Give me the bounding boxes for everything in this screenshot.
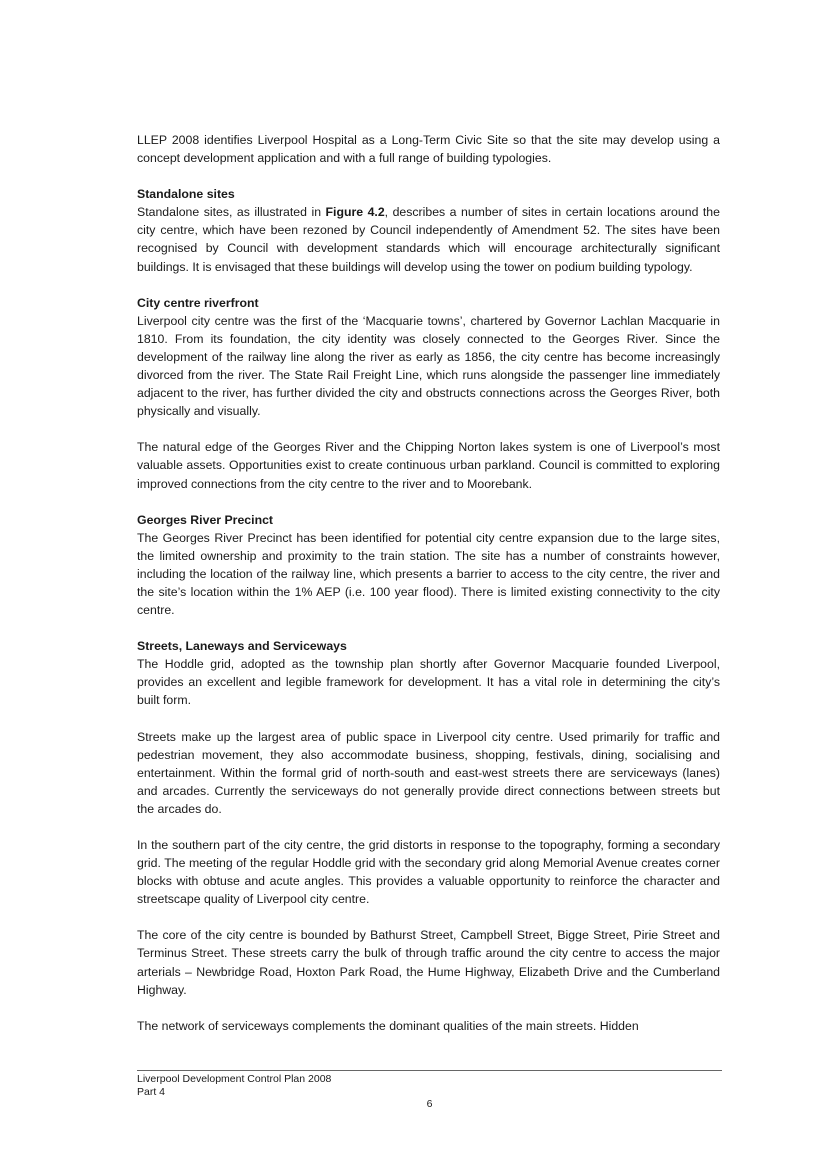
streets-section	[137, 637, 720, 709]
georges-section	[137, 511, 720, 620]
footer	[137, 1073, 722, 1098]
intro-paragraph: LLEP 2008 identifies Liverpool Hospital as a Long-Term Civic Site so that the site may develop using a concept development application and with a full range of building typologies.	[137, 133, 720, 166]
document-body	[137, 131, 720, 1053]
standalone-text-after: , describes a number of sites in certain locations around the city centre, which have been rezoned by Council independently of Amendment 52. The sites have been recognised by Council with development standards which will encourage architecturally significant buildings. It is envisaged that these buildings will develop using the tower on podium building typology.	[137, 205, 720, 274]
streets-heading: Streets, Laneways and Serviceways	[137, 639, 347, 654]
standalone-section	[137, 185, 720, 275]
riverfront-heading: City centre riverfront	[137, 295, 259, 310]
standalone-heading: Standalone sites	[137, 187, 235, 202]
footer-document-title: Liverpool Development Control Plan 2008	[137, 1073, 332, 1085]
riverfront-section	[137, 294, 720, 421]
streets-paragraph-5: The network of serviceways complements the dominant qualities of the main streets. Hidden	[137, 1018, 639, 1033]
georges-paragraph: The Georges River Precinct has been identified for potential city centre expansion due to the large sites, the limited ownership and proximity to the train station. The site has a number of constraints however, including the location of the railway line, which presents a barrier to access to the city centre, the river and the site’s location within the 1% AEP (i.e. 100 year flood). There is limited existing connectivity to the city centre.	[137, 530, 720, 618]
georges-heading: Georges River Precinct	[137, 512, 274, 527]
footer-part-label: Part 4	[137, 1085, 166, 1098]
streets-paragraph-1: The Hoddle grid, adopted as the township plan shortly after Governor Macquarie founded Liverpool, provides an excellent and legible framework for development. It has a vital role in determining the city’s built form.	[137, 657, 720, 708]
page-number: 6	[426, 1098, 433, 1110]
standalone-text-before: Standalone sites, as illustrated in	[137, 205, 326, 220]
footer-divider	[137, 1070, 722, 1071]
streets-paragraph-3: In the southern part of the city centre, the grid distorts in response to the topography, forming a secondary grid. The meeting of the regular Hoddle grid with the secondary grid along Memorial Avenue creates corner blocks with obtuse and acute angles. This provides a valuable opportunity to reinforce the character and streetscape quality of Liverpool city centre.	[137, 838, 720, 907]
streets-paragraph-4: The core of the city centre is bounded by Bathurst Street, Campbell Street, Bigge Street, Pirie Street and Terminus Street. These streets carry the bulk of through traffic around the city centre to access the major arterials – Newbridge Road, Hoxton Park Road, the Hume Highway, Elizabeth Drive and the Cumberland Highway.	[137, 928, 720, 997]
riverfront-paragraph-2: The natural edge of the Georges River and the Chipping Norton lakes system is one of Liverpool’s most valuable assets. Opportunities exist to create continuous urban parkland. Council is committed to exploring improved connections from the city centre to the river and to Moorebank.	[137, 440, 720, 491]
figure-reference: Figure 4.2	[325, 205, 385, 220]
streets-paragraph-2: Streets make up the largest area of public space in Liverpool city centre. Used primarily for traffic and pedestrian movement, they also accommodate business, shopping, festivals, dining, socialising and entertainment. Within the formal grid of north-south and east-west streets there are serviceways (lanes) and arcades. Currently the serviceways do not generally provide direct connections between streets but the arcades do.	[137, 729, 720, 816]
riverfront-paragraph-1: Liverpool city centre was the first of the ‘Macquarie towns’, chartered by Governor Lachlan Macquarie in 1810. From its foundation, the city identity was closely connected to the Georges River. Since the development of the railway line along the river as early as 1856, the city centre has become increasingly divorced from the river. The State Rail Freight Line, which runs alongside the passenger line immediately adjacent to the river, has further divided the city and obstructs connections across the Georges River, both physically and visually.	[137, 313, 720, 419]
